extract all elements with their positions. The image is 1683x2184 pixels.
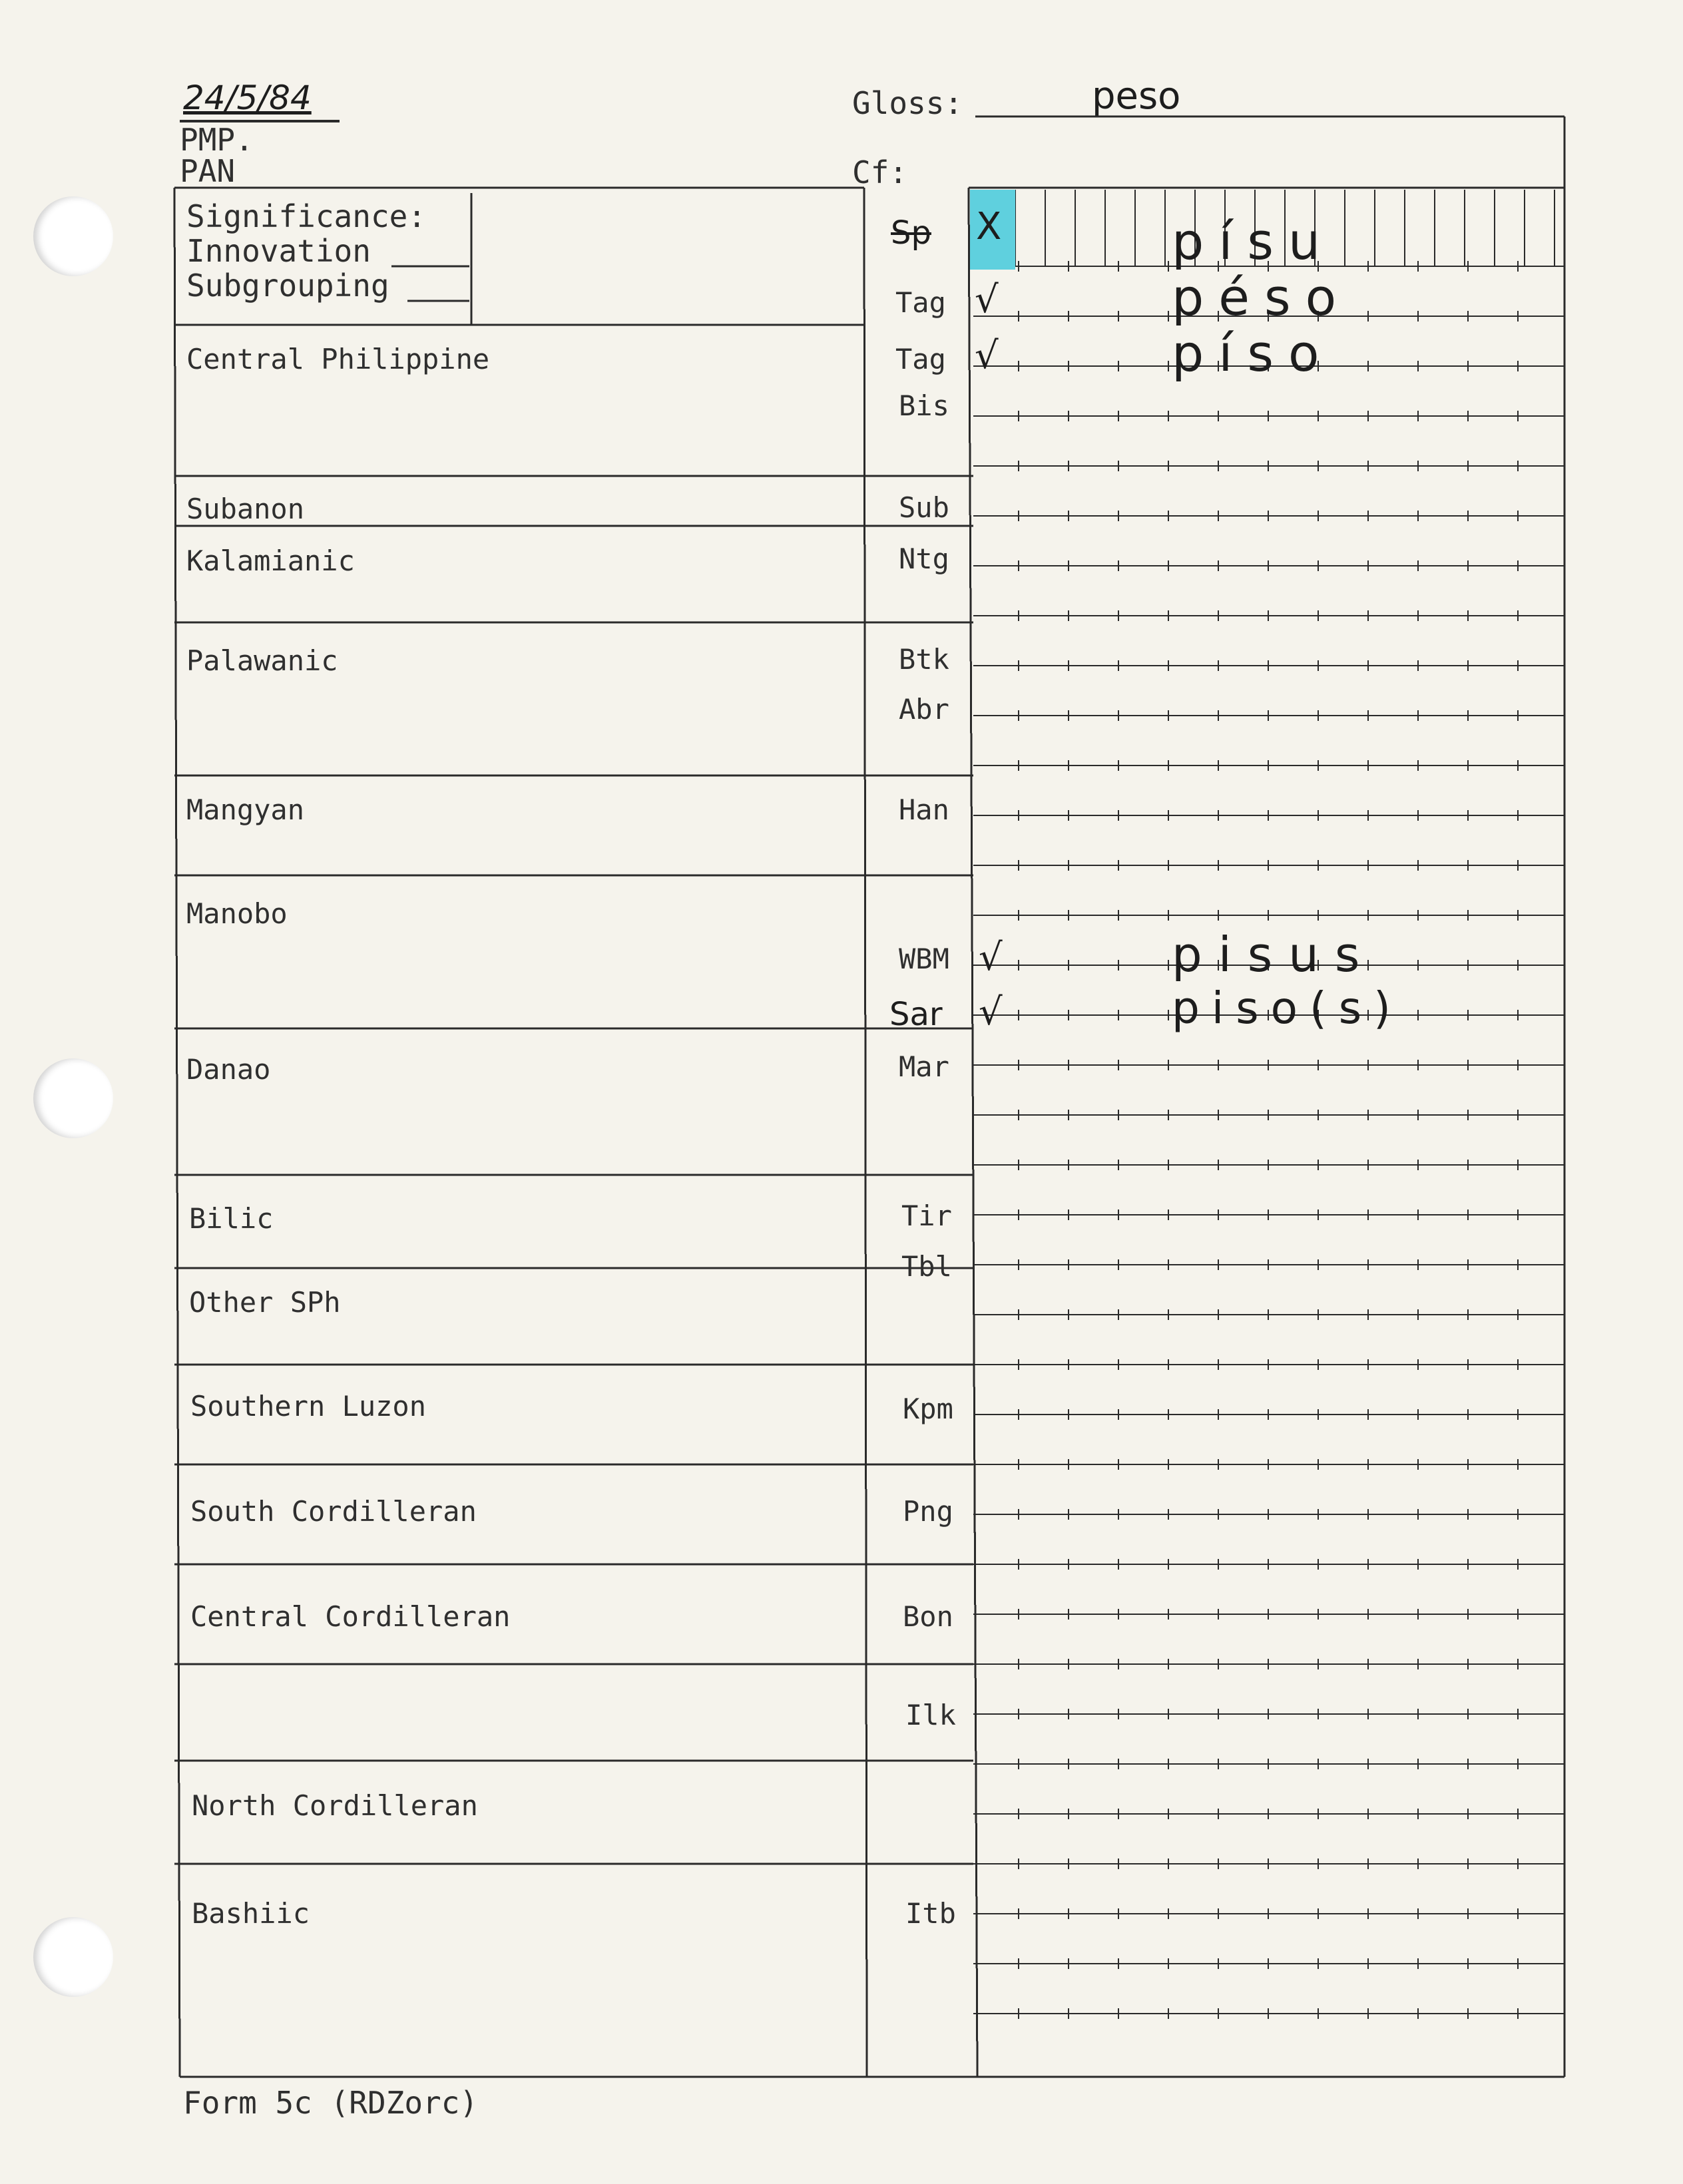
lang-wbm: WBM: [899, 943, 949, 975]
lang-mar: Mar: [899, 1050, 949, 1083]
lang-bis: Bis: [899, 389, 949, 422]
tag2-mark: √: [975, 334, 999, 377]
tag-form: péso: [1172, 268, 1351, 327]
subgrouping-label: Subgrouping: [186, 268, 389, 304]
pmp-label: PMP.: [180, 122, 254, 158]
cf-label: Cf:: [852, 154, 908, 190]
lang-kpm: Kpm: [903, 1393, 953, 1425]
wbm-mark: √: [979, 936, 1003, 979]
group-central-philippine: Central Philippine: [186, 343, 490, 375]
group-subanon: Subanon: [186, 493, 305, 525]
lang-itb: Itb: [905, 1897, 956, 1930]
lang-abr: Abr: [899, 693, 949, 726]
group-manobo: Manobo: [186, 897, 288, 930]
lang-tag: Tag: [895, 286, 946, 319]
lang-sp: Sp: [891, 214, 931, 252]
group-central-cordilleran: Central Cordilleran: [190, 1600, 511, 1633]
group-south-cordilleran: South Cordilleran: [190, 1495, 477, 1528]
innovation-label: Innovation: [186, 233, 371, 269]
tag2-form: píso: [1172, 324, 1334, 383]
wbm-form: pisus: [1172, 927, 1376, 983]
group-mangyan: Mangyan: [186, 793, 305, 826]
lang-han: Han: [899, 793, 949, 826]
significance-title: Significance:: [186, 198, 427, 234]
gloss-value: peso: [1092, 75, 1181, 118]
lang-ilk: Ilk: [905, 1699, 956, 1731]
lang-ntg: Ntg: [899, 543, 949, 575]
group-palawanic: Palawanic: [186, 644, 338, 677]
sp-form: písu: [1172, 212, 1335, 271]
lang-tbl: Tbl: [901, 1250, 952, 1283]
group-other-sph: Other SPh: [189, 1286, 341, 1319]
tag-mark: √: [975, 278, 999, 322]
lang-bon: Bon: [903, 1600, 953, 1633]
lang-tag-2: Tag: [895, 343, 946, 375]
lang-sar: Sar: [889, 996, 943, 1033]
lang-tir: Tir: [901, 1200, 952, 1232]
gloss-label: Gloss:: [852, 85, 963, 121]
group-bashiic: Bashiic: [192, 1897, 310, 1930]
form-footer: Form 5c (RDZorc): [183, 2085, 479, 2121]
group-bilic: Bilic: [189, 1202, 274, 1235]
lang-png: Png: [903, 1495, 953, 1528]
pan-label: PAN: [180, 153, 236, 189]
sar-form: piso(s): [1172, 983, 1403, 1034]
group-danao: Danao: [186, 1053, 271, 1086]
group-kalamianic: Kalamianic: [186, 545, 355, 577]
lang-btk: Btk: [899, 643, 949, 676]
lang-sub: Sub: [899, 491, 949, 524]
group-southern-luzon: Southern Luzon: [190, 1390, 427, 1422]
group-north-cordilleran: North Cordilleran: [192, 1789, 478, 1822]
date-handwritten: 24/5/84: [183, 79, 312, 117]
sp-mark: X: [976, 205, 1002, 248]
sar-mark: √: [979, 990, 1003, 1034]
